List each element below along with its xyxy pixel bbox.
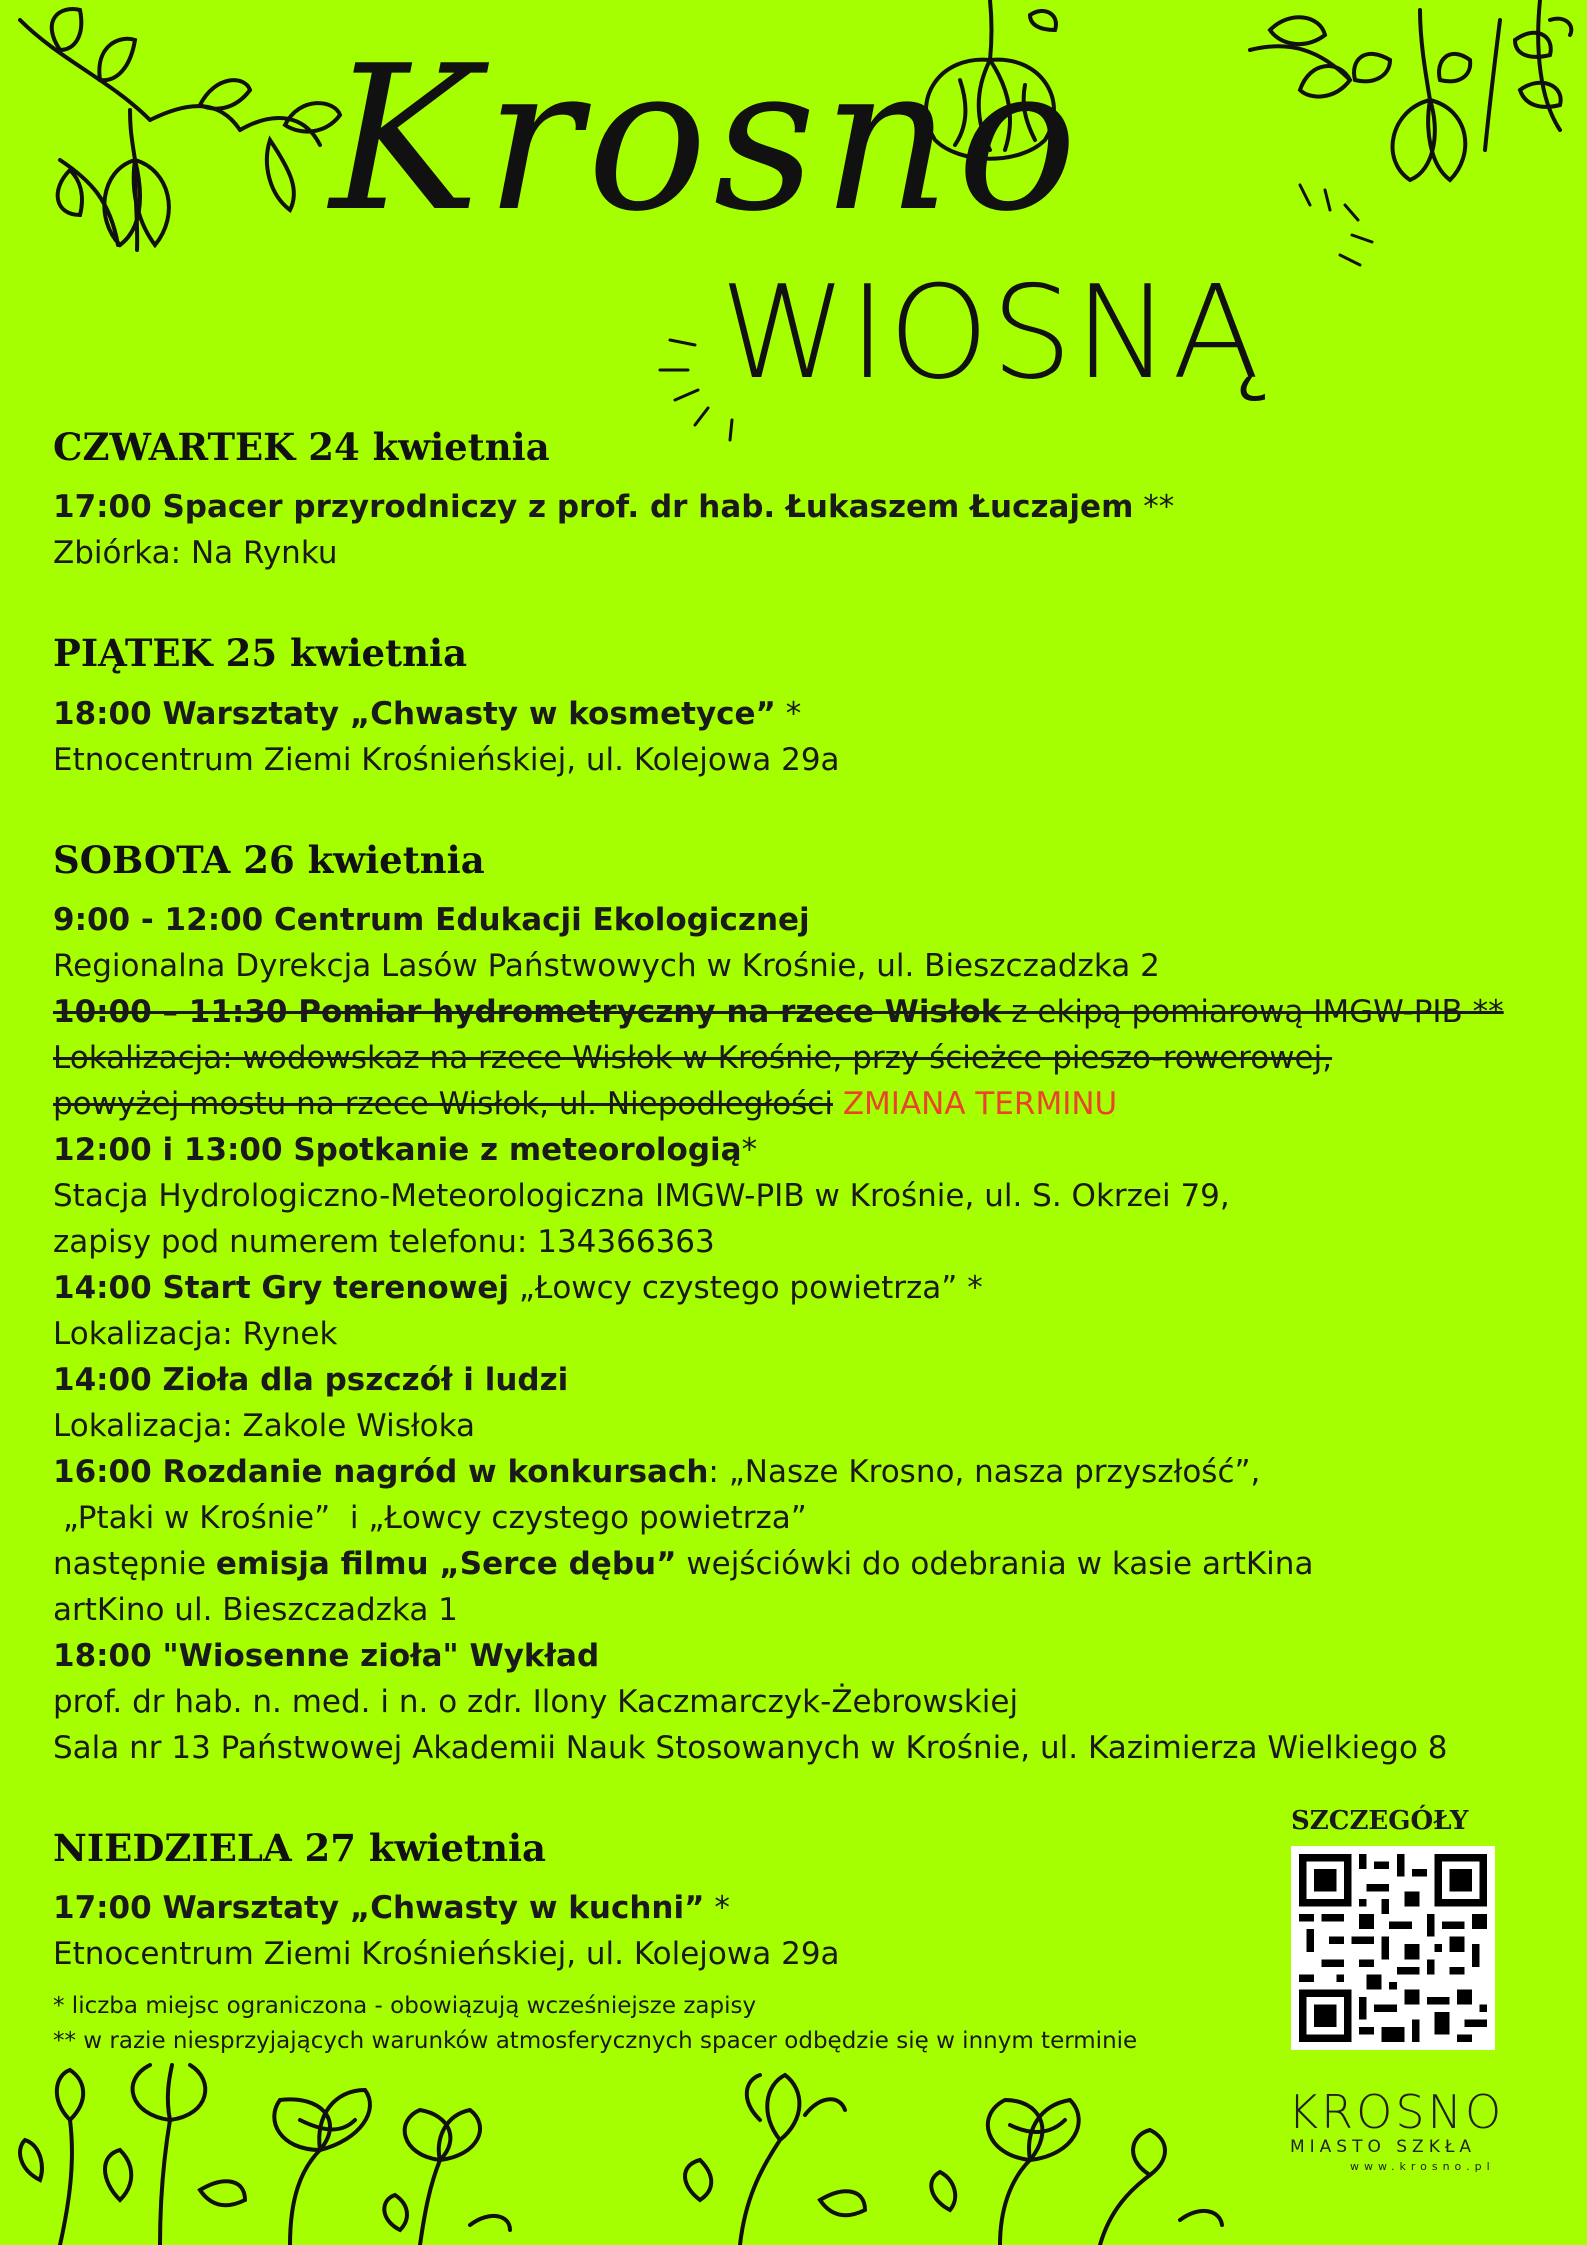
day-heading-sunday: NIEDZIELA 27 kwietnia (53, 1825, 547, 1870)
qr-code-icon (1299, 1854, 1487, 2042)
qr-label: SZCZEGÓŁY (1291, 1806, 1469, 1836)
event-sunday-workshop: 17:00 Warsztaty „Chwasty w kuchni” * (53, 1890, 730, 1926)
flower-leaves-illustration-top-left (0, 0, 360, 320)
event-location: Sala nr 13 Państwowej Akademii Nauk Stosowanych w Krośnie, ul. Kazimierza Wielkiego 8 (53, 1729, 1448, 1766)
day-heading-saturday: SOBOTA 26 kwietnia (53, 837, 485, 882)
event-location: Etnocentrum Ziemi Krośnieńskiej, ul. Kolejowa 29a (53, 741, 840, 778)
event-saturday-awards: 16:00 Rozdanie nagród w konkursach: „Nasze Krosno, nasza przyszłość”, (53, 1453, 1261, 1490)
sun-rays-decoration-right (1280, 170, 1390, 280)
event-location: Regionalna Dyrekcja Lasów Państwowych w Krośnie, ul. Bieszczadzka 2 (53, 947, 1160, 984)
event-saturday-herbs: 14:00 Zioła dla pszczół i ludzi (53, 1361, 569, 1398)
event-thursday-walk: 17:00 Spacer przyrodniczy z prof. dr hab. Łukaszem Łuczajem ** (53, 489, 1175, 526)
event-saturday-ecology: 9:00 - 12:00 Centrum Edukacji Ekologicznej (53, 901, 810, 938)
footnotes (53, 1989, 1137, 2059)
event-saturday-meteorology: 12:00 i 13:00 Spotkanie z meteorologią* (53, 1131, 758, 1168)
event-saturday-hydrometry-cancelled: 10:00 – 11:30 Pomiar hydrometryczny na rzece Wisłok z ekipą pomiarową IMGW-PIB ** (53, 993, 1504, 1030)
krosno-logo: KROSNO (1288, 2085, 1505, 2139)
event-location: Etnocentrum Ziemi Krośnieńskiej, ul. Kolejowa 29a (53, 1936, 840, 1972)
event-friday-workshop: 18:00 Warsztaty „Chwasty w kosmetyce” * (53, 695, 802, 732)
footnote-limited-places: * liczba miejsc ograniczona - obowiązują wcześniejsze zapisy (53, 1993, 757, 2019)
event-lecturer: prof. dr hab. n. med. i n. o zdr. Ilony Kaczmarczyk-Żebrowskiej (53, 1683, 1019, 1720)
event-awards-contests: „Ptaki w Krośnie” i „Łowcy czystego powietrza” (53, 1499, 807, 1536)
footnote-weather: ** w razie niesprzyjających warunków atmosferycznych spacer odbędzie się w innym terminie (53, 2028, 1138, 2054)
event-saturday-lecture: 18:00 "Wiosenne zioła" Wykład (53, 1637, 600, 1674)
day-heading-friday: PIĄTEK 25 kwietnia (53, 631, 468, 676)
title-wiosna: WIOSNĄ (720, 259, 1262, 408)
schedule (53, 424, 1553, 1977)
event-registration: zapisy pod numerem telefonu: 134366363 (53, 1223, 715, 1260)
title-script-krosno: Krosno (330, 23, 1084, 256)
event-location: Zbiórka: Na Rynku (53, 535, 338, 572)
flowers-illustration-bottom (0, 2060, 1230, 2245)
krosno-logo-url: www.krosno.pl (1350, 2160, 1495, 2173)
day-heading-thursday: CZWARTEK 24 kwietnia (53, 425, 550, 469)
event-location: Lokalizacja: Zakole Wisłoka (53, 1407, 476, 1444)
event-location: Lokalizacja: wodowskaz na rzece Wisłok w Krośnie, przy ścieżce pieszo-rowerowej, (53, 1039, 1333, 1076)
qr-code[interactable] (1291, 1846, 1495, 2050)
event-film-screening: następnie emisja filmu „Serce dębu” wejściówki do odebrania w kasie artKina (53, 1545, 1314, 1582)
schedule-change-notice: ZMIANA TERMINU (832, 1085, 1118, 1122)
krosno-logo-tagline: MIASTO SZKŁA (1290, 2137, 1477, 2157)
event-location: artKino ul. Bieszczadzka 1 (53, 1591, 458, 1628)
event-location: Stacja Hydrologiczno-Meteorologiczna IMGW-PIB w Krośnie, ul. S. Okrzei 79, (53, 1177, 1230, 1214)
event-location: Lokalizacja: Rynek (53, 1315, 338, 1352)
event-location: powyżej mostu na rzece Wisłok, ul. Niepodległości ZMIANA TERMINU (53, 1085, 1118, 1122)
event-saturday-field-game: 14:00 Start Gry terenowej „Łowcy czystego powietrza” * (53, 1269, 983, 1306)
